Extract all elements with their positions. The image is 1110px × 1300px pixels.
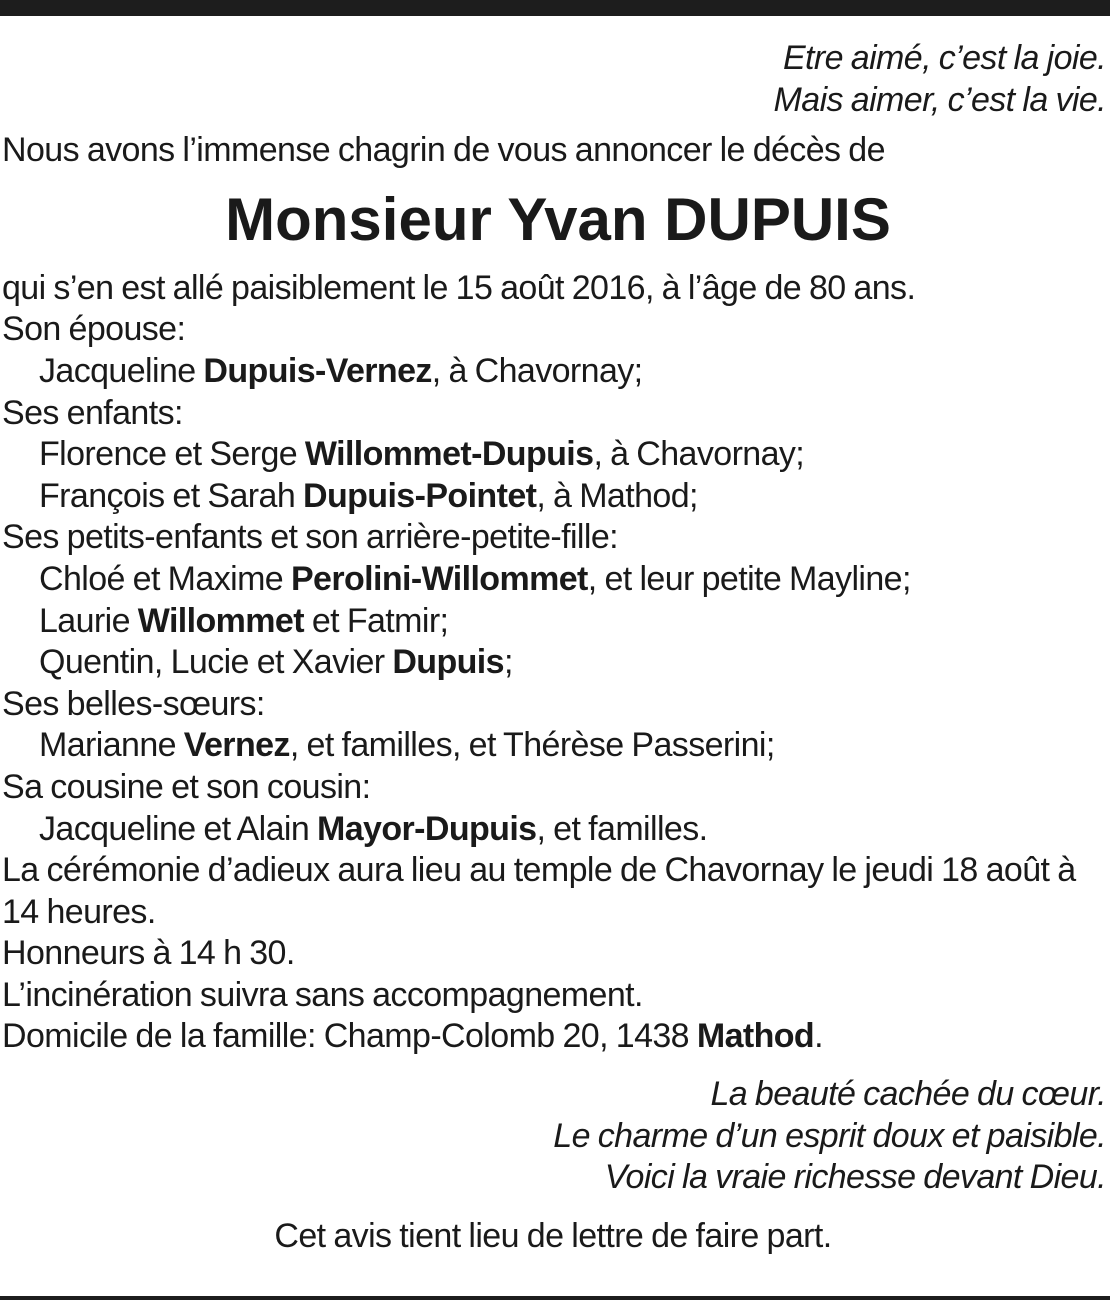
- closing-quote-line: Le charme d’un esprit doux et paisible.: [553, 1116, 1106, 1155]
- cousin-entry: [2, 809, 1106, 851]
- entry-detail: et Fatmir;: [303, 601, 449, 640]
- entry-detail: ;: [503, 643, 513, 682]
- family-surname: Dupuis: [392, 643, 504, 682]
- epigraph-line: Mais aimer, c’est la vie.: [773, 80, 1106, 119]
- spouse-heading: Son épouse:: [2, 310, 186, 349]
- children-heading: Ses enfants:: [2, 393, 183, 432]
- bottom-border-rule: [0, 1296, 1110, 1300]
- spouse-entry: [2, 351, 1106, 393]
- grandchild-entry: [2, 601, 1106, 643]
- top-border-rule: [0, 0, 1110, 16]
- entry-detail: , et familles.: [536, 809, 708, 848]
- sister-in-law-entry: [2, 725, 1106, 767]
- passing-statement: qui s’en est allé paisiblement le 15 août 2016, à l’âge de 80 ans.: [2, 268, 916, 307]
- given-names: Chloé et Maxime: [39, 559, 291, 598]
- epigraph-line: Etre aimé, c’est la joie.: [782, 39, 1106, 77]
- grandchildren-heading: Ses petits-enfants et son arrière-petite-fille:: [2, 518, 618, 557]
- deceased-name: Monsieur Yvan DUPUIS: [225, 185, 891, 253]
- entry-detail: , et leur petite Mayline;: [587, 559, 911, 598]
- notice-footer: Cet avis tient lieu de lettre de faire part.: [274, 1216, 832, 1255]
- family-surname: Mayor-Dupuis: [317, 809, 537, 848]
- obituary-notice: [0, 38, 1106, 1291]
- child-entry: [2, 476, 1106, 518]
- given-names: François et Sarah: [39, 476, 303, 515]
- closing-quote: [0, 1074, 1106, 1199]
- family-surname: Willommet-Dupuis: [304, 435, 594, 474]
- family-surname: Perolini-Willommet: [290, 559, 588, 598]
- grandchild-entry: [2, 642, 1106, 684]
- given-names: Jacqueline et Alain: [39, 809, 317, 848]
- family-surname: Dupuis-Vernez: [203, 351, 432, 390]
- domicile-address: Domicile de la famille: Champ-Colomb 20, 1438: [2, 1017, 697, 1056]
- cremation-note: L’incinération suivra sans accompagnement.: [2, 975, 643, 1014]
- given-names: Quentin, Lucie et Xavier: [39, 643, 393, 682]
- family-surname: Dupuis-Pointet: [303, 476, 537, 515]
- entry-detail: , et familles, et Thérèse Passerini;: [289, 726, 775, 765]
- entry-detail: , à Chavornay;: [431, 351, 643, 390]
- domicile-suffix: .: [814, 1017, 823, 1056]
- domicile-town: Mathod: [696, 1017, 815, 1056]
- honours-time: Honneurs à 14 h 30.: [2, 934, 295, 973]
- entry-detail: , à Chavornay;: [593, 435, 805, 474]
- given-names: Marianne: [39, 726, 184, 765]
- ceremony-details: La cérémonie d’adieux aura lieu au temple de Chavornay le jeudi 18 août à 14 heures.: [2, 851, 1076, 931]
- family-surname: Vernez: [183, 726, 290, 765]
- closing-quote-line: Voici la vraie richesse devant Dieu.: [604, 1158, 1106, 1197]
- closing-quote-line: La beauté cachée du cœur.: [710, 1075, 1106, 1114]
- sisters-in-law-heading: Ses belles-sœurs:: [2, 684, 265, 723]
- given-names: Laurie: [39, 601, 138, 640]
- family-domicile: [2, 1016, 1106, 1058]
- entry-detail: , à Mathod;: [536, 476, 698, 515]
- epigraph-quote: [0, 38, 1106, 121]
- family-list: [0, 268, 1106, 1058]
- grandchild-entry: [2, 559, 1106, 601]
- family-surname: Willommet: [137, 601, 304, 640]
- given-names: Jacqueline: [39, 351, 204, 390]
- cousins-heading: Sa cousine et son cousin:: [2, 767, 371, 806]
- announcement-intro: Nous avons l’immense chagrin de vous annoncer le décès de: [2, 131, 885, 170]
- child-entry: [2, 434, 1106, 476]
- given-names: Florence et Serge: [39, 435, 305, 474]
